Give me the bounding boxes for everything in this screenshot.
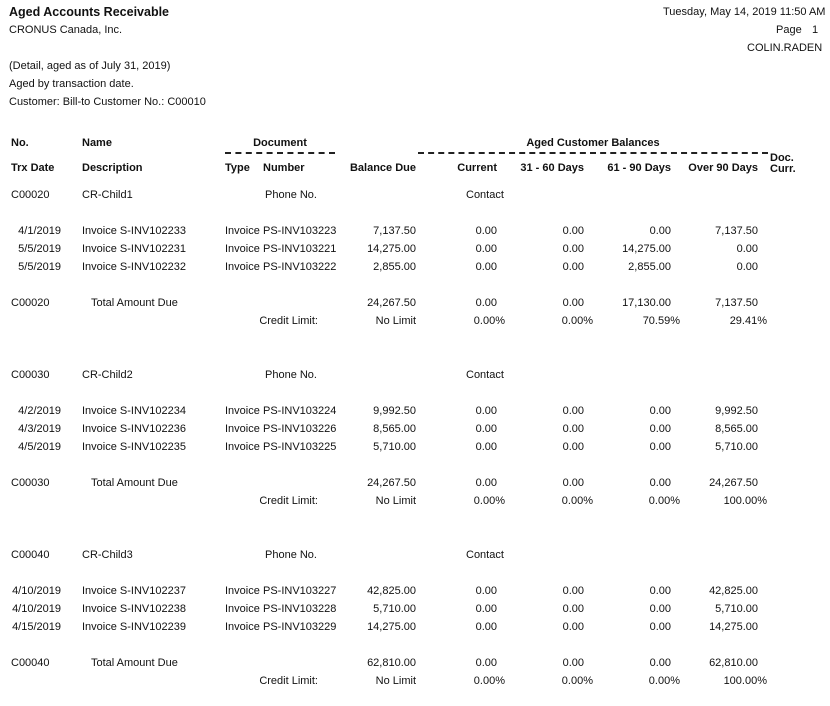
over-90-amount: 5,710.00 — [715, 603, 758, 615]
line-description: Invoice S-INV102236 — [82, 423, 186, 435]
customer-filter: Customer: Bill-to Customer No.: C00010 — [9, 96, 206, 108]
total-over-90: 24,267.50 — [709, 477, 758, 489]
line-description: Invoice S-INV102237 — [82, 585, 186, 597]
trx-date: 5/5/2019 — [18, 261, 61, 273]
phone-label: Phone No. — [265, 189, 317, 201]
over-90-amount: 7,137.50 — [715, 225, 758, 237]
credit-limit-label: Credit Limit: — [259, 315, 318, 327]
pct-61-90: 70.59% — [642, 315, 680, 327]
doc-number: PS-INV103227 — [263, 585, 337, 597]
days-31-60-amount: 0.00 — [562, 261, 584, 273]
over-90-amount: 5,710.00 — [715, 441, 758, 453]
customer-name: CR-Child1 — [82, 189, 133, 201]
customer-name: CR-Child2 — [82, 369, 133, 381]
trx-date: 4/10/2019 — [12, 603, 61, 615]
current-amount: 0.00 — [475, 243, 497, 255]
pct-31-60: 0.00% — [561, 495, 593, 507]
doc-type: Invoice — [225, 405, 260, 417]
total-over-90: 62,810.00 — [709, 657, 758, 669]
total-customer-no: C00030 — [11, 477, 50, 489]
current-amount: 0.00 — [475, 603, 497, 615]
days-31-60-amount: 0.00 — [562, 585, 584, 597]
header-31-60-days: 31 - 60 Days — [520, 162, 584, 174]
over-90-amount: 14,275.00 — [709, 621, 758, 633]
current-amount: 0.00 — [475, 423, 497, 435]
line-description: Invoice S-INV102238 — [82, 603, 186, 615]
balance-due: 2,855.00 — [373, 261, 416, 273]
line-description: Invoice S-INV102231 — [82, 243, 186, 255]
pct-current: 0.00% — [473, 315, 505, 327]
current-amount: 0.00 — [475, 261, 497, 273]
over-90-amount: 42,825.00 — [709, 585, 758, 597]
doc-type: Invoice — [225, 441, 260, 453]
customer-no: C00040 — [11, 549, 50, 561]
pct-over-90: 29.41% — [729, 315, 767, 327]
balance-due: 5,710.00 — [373, 603, 416, 615]
contact-label: Contact — [466, 189, 504, 201]
contact-label: Contact — [466, 549, 504, 561]
trx-date: 4/10/2019 — [12, 585, 61, 597]
pct-61-90: 0.00% — [648, 495, 680, 507]
header-number: Number — [263, 162, 305, 174]
total-61-90: 0.00 — [649, 657, 671, 669]
doc-type: Invoice — [225, 261, 260, 273]
over-90-amount: 0.00 — [736, 243, 758, 255]
doc-number: PS-INV103224 — [263, 405, 337, 417]
doc-type: Invoice — [225, 621, 260, 633]
over-90-amount: 9,992.50 — [715, 405, 758, 417]
filter-detail: (Detail, aged as of July 31, 2019) — [9, 60, 171, 72]
line-description: Invoice S-INV102235 — [82, 441, 186, 453]
total-amount-due-label: Total Amount Due — [91, 477, 178, 489]
page-number: 1 — [812, 24, 819, 36]
report-title: Aged Accounts Receivable — [9, 5, 170, 19]
current-amount: 0.00 — [475, 225, 497, 237]
header-current: Current — [457, 162, 497, 174]
credit-limit-value: No Limit — [375, 495, 416, 507]
header-description: Description — [82, 162, 143, 174]
header-over-90-days: Over 90 Days — [688, 162, 758, 174]
total-customer-no: C00020 — [11, 297, 50, 309]
header-doc: Doc. — [770, 152, 794, 164]
line-description: Invoice S-INV102239 — [82, 621, 186, 633]
total-31-60: 0.00 — [562, 477, 584, 489]
balance-due: 7,137.50 — [373, 225, 416, 237]
line-description: Invoice S-INV102234 — [82, 405, 186, 417]
phone-label: Phone No. — [265, 369, 317, 381]
customer-no: C00030 — [11, 369, 50, 381]
total-balance-due: 24,267.50 — [367, 297, 416, 309]
page-label: Page — [776, 24, 802, 36]
days-61-90-amount: 0.00 — [649, 405, 671, 417]
days-31-60-amount: 0.00 — [562, 603, 584, 615]
header-type: Type — [225, 162, 250, 174]
doc-type: Invoice — [225, 243, 260, 255]
doc-type: Invoice — [225, 585, 260, 597]
doc-number: PS-INV103221 — [263, 243, 337, 255]
aged-balances-divider — [418, 152, 768, 154]
document-divider — [225, 152, 335, 154]
over-90-amount: 0.00 — [736, 261, 758, 273]
current-amount: 0.00 — [475, 585, 497, 597]
doc-number: PS-INV103222 — [263, 261, 337, 273]
days-61-90-amount: 0.00 — [649, 585, 671, 597]
header-no: No. — [11, 137, 29, 149]
line-description: Invoice S-INV102232 — [82, 261, 186, 273]
doc-number: PS-INV103228 — [263, 603, 337, 615]
total-61-90: 0.00 — [649, 477, 671, 489]
total-amount-due-label: Total Amount Due — [91, 657, 178, 669]
days-61-90-amount: 0.00 — [649, 423, 671, 435]
total-current: 0.00 — [475, 657, 497, 669]
doc-number: PS-INV103229 — [263, 621, 337, 633]
trx-date: 4/2/2019 — [18, 405, 61, 417]
report-datetime: Tuesday, May 14, 2019 11:50 AM — [663, 6, 826, 18]
phone-label: Phone No. — [265, 549, 317, 561]
current-amount: 0.00 — [475, 405, 497, 417]
trx-date: 4/5/2019 — [18, 441, 61, 453]
credit-limit-value: No Limit — [375, 315, 416, 327]
pct-over-90: 100.00% — [723, 675, 767, 687]
trx-date: 4/15/2019 — [12, 621, 61, 633]
customer-name: CR-Child3 — [82, 549, 133, 561]
header-curr: Curr. — [770, 163, 796, 175]
header-trx-date: Trx Date — [11, 162, 55, 174]
credit-limit-value: No Limit — [375, 675, 416, 687]
balance-due: 5,710.00 — [373, 441, 416, 453]
total-over-90: 7,137.50 — [715, 297, 758, 309]
days-61-90-amount: 0.00 — [649, 441, 671, 453]
days-61-90-amount: 14,275.00 — [622, 243, 671, 255]
pct-61-90: 0.00% — [648, 675, 680, 687]
total-current: 0.00 — [475, 477, 497, 489]
trx-date: 5/5/2019 — [18, 243, 61, 255]
trx-date: 4/1/2019 — [18, 225, 61, 237]
total-31-60: 0.00 — [562, 297, 584, 309]
total-current: 0.00 — [475, 297, 497, 309]
balance-due: 9,992.50 — [373, 405, 416, 417]
days-31-60-amount: 0.00 — [562, 405, 584, 417]
doc-type: Invoice — [225, 603, 260, 615]
doc-number: PS-INV103225 — [263, 441, 337, 453]
balance-due: 8,565.00 — [373, 423, 416, 435]
pct-31-60: 0.00% — [561, 675, 593, 687]
over-90-amount: 8,565.00 — [715, 423, 758, 435]
current-amount: 0.00 — [475, 441, 497, 453]
total-31-60: 0.00 — [562, 657, 584, 669]
days-31-60-amount: 0.00 — [562, 441, 584, 453]
doc-number: PS-INV103226 — [263, 423, 337, 435]
total-balance-due: 62,810.00 — [367, 657, 416, 669]
days-61-90-amount: 0.00 — [649, 603, 671, 615]
days-61-90-amount: 0.00 — [649, 225, 671, 237]
header-balance-due: Balance Due — [349, 162, 416, 174]
customer-no: C00020 — [11, 189, 50, 201]
pct-31-60: 0.00% — [561, 315, 593, 327]
doc-type: Invoice — [225, 225, 260, 237]
pct-current: 0.00% — [473, 675, 505, 687]
doc-type: Invoice — [225, 423, 260, 435]
credit-limit-label: Credit Limit: — [259, 495, 318, 507]
header-61-90-days: 61 - 90 Days — [607, 162, 671, 174]
days-31-60-amount: 0.00 — [562, 423, 584, 435]
current-amount: 0.00 — [475, 621, 497, 633]
days-61-90-amount: 0.00 — [649, 621, 671, 633]
total-balance-due: 24,267.50 — [367, 477, 416, 489]
header-aged-balances: Aged Customer Balances — [526, 137, 660, 149]
balance-due: 14,275.00 — [367, 621, 416, 633]
credit-limit-label: Credit Limit: — [259, 675, 318, 687]
total-amount-due-label: Total Amount Due — [91, 297, 178, 309]
days-31-60-amount: 0.00 — [562, 621, 584, 633]
balance-due: 14,275.00 — [367, 243, 416, 255]
total-61-90: 17,130.00 — [622, 297, 671, 309]
header-document: Document — [253, 137, 307, 149]
header-name: Name — [82, 137, 112, 149]
trx-date: 4/3/2019 — [18, 423, 61, 435]
doc-number: PS-INV103223 — [263, 225, 337, 237]
report-user: COLIN.RADEN — [747, 42, 823, 54]
days-31-60-amount: 0.00 — [562, 243, 584, 255]
line-description: Invoice S-INV102233 — [82, 225, 186, 237]
days-61-90-amount: 2,855.00 — [628, 261, 671, 273]
company-name: CRONUS Canada, Inc. — [9, 24, 123, 36]
pct-current: 0.00% — [473, 495, 505, 507]
aged-by: Aged by transaction date. — [9, 78, 134, 90]
pct-over-90: 100.00% — [723, 495, 767, 507]
total-customer-no: C00040 — [11, 657, 50, 669]
balance-due: 42,825.00 — [367, 585, 416, 597]
days-31-60-amount: 0.00 — [562, 225, 584, 237]
contact-label: Contact — [466, 369, 504, 381]
